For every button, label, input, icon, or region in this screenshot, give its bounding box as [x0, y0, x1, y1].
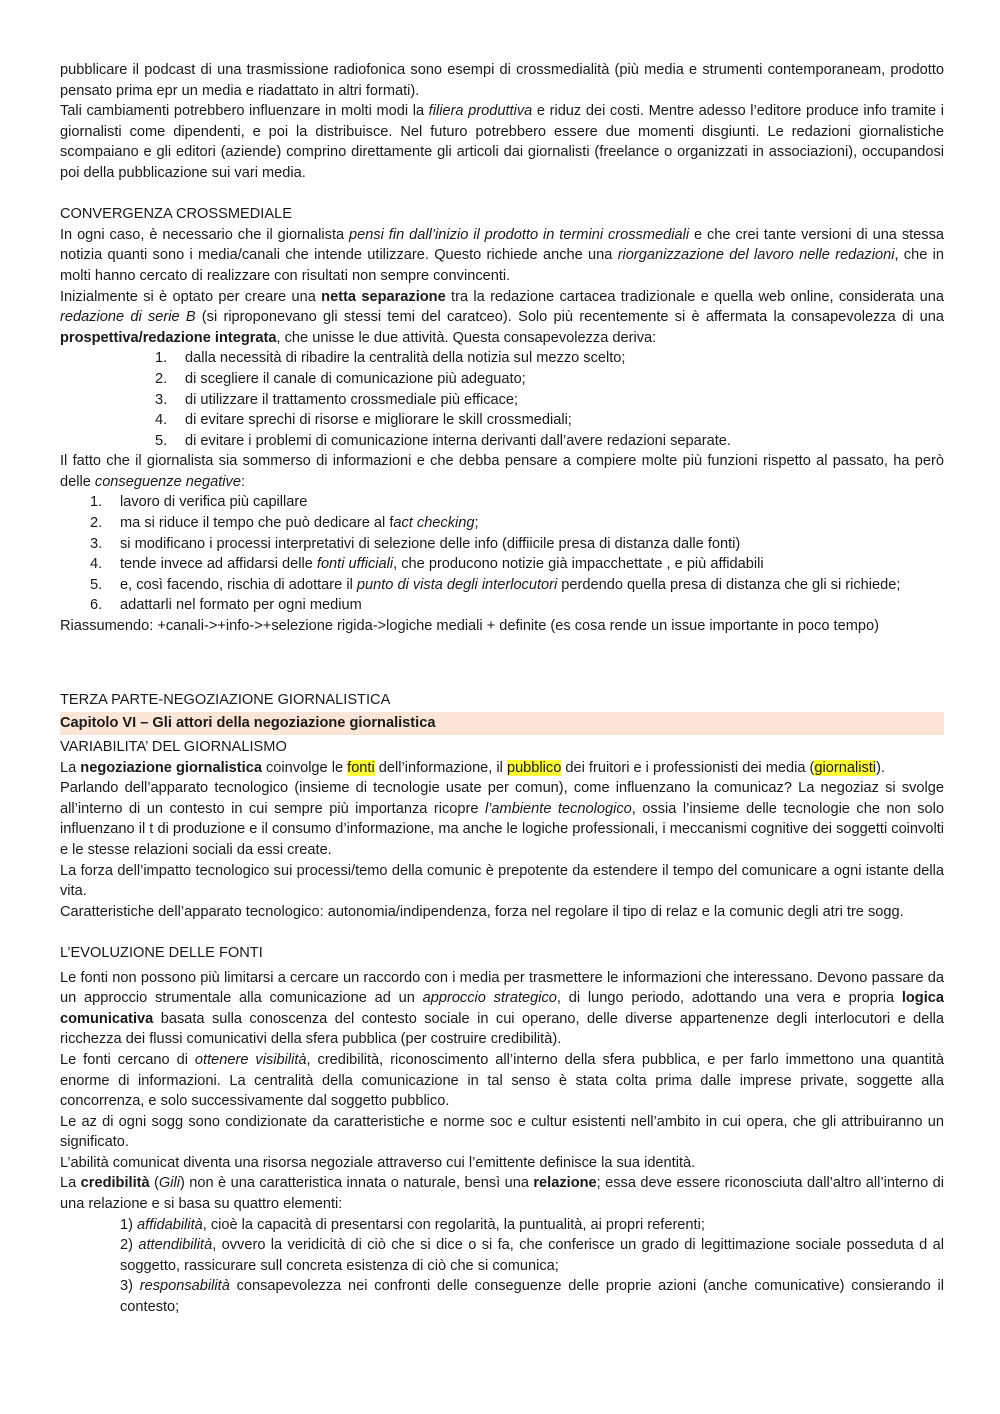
highlight: giornalisti — [814, 759, 877, 776]
list-item: 4. di evitare sprechi di risorse e migliorare le skill crossmediali; — [155, 412, 572, 429]
document-page — [60, 60, 944, 1318]
list-item: 6. adattarli nel formato per ogni medium — [90, 597, 362, 614]
paragraph: Le fonti non possono più limitarsi a cercare un raccordo con i media per trasmettere le informazioni che interessano. Devono passare da un approccio strumentale alla comunicazione ad un approccio strategico, di lungo periodo, adottando una vera e propria logica comunicativa basata sulla conoscenza del contesto sociale in cui operano, delle diverse appartenenze degli interlocutori e della ricchezza dei flussi comunicativi della sfera pubblica (per costruire credibilità). — [60, 969, 944, 1048]
list-item: 4. tende invece ad affidarsi delle fonti ufficiali, che producono notizie già impacchettate , e più affidabili — [90, 556, 764, 573]
list-item: 5. e, così facendo, rischia di adottare il punto di vista degli interlocutori perdendo quella presa di distanza che gli si richiede; — [90, 576, 901, 593]
list-item: 2. di scegliere il canale di comunicazione più adeguato; — [155, 370, 526, 387]
list-item: 3. si modificano i processi interpretativi di selezione delle info (diffiicile presa di distanza dalle fonti) — [90, 535, 741, 552]
list-item: 1. dalla necessità di ribadire la centralità della notizia sul mezzo scelto; — [155, 350, 626, 367]
list-item: 1. lavoro di verifica più capillare — [90, 494, 308, 511]
part-heading: TERZA PARTE-NEGOZIAZIONE GIORNALISTICA — [60, 691, 391, 708]
paragraph: Il fatto che il giornalista sia sommerso di informazioni e che debba pensare a compiere molte più funzioni rispetto al passato, ha però delle conseguenze negative: — [60, 453, 944, 490]
list-item: 3. di utilizzare il trattamento crossmediale più efficace; — [155, 391, 519, 408]
paragraph: L’abilità comunicat diventa una risorsa negoziale attraverso cui l’emittente definisce la sua identità. — [60, 1154, 696, 1171]
list-item: 2. ma si riduce il tempo che può dedicare al fact checking; — [90, 515, 479, 532]
paragraph: Riassumendo: +canali->+info->+selezione rigida->logiche mediali + definite (es cosa rende un issue importante in poco tempo) — [60, 618, 879, 635]
list-item: 5. di evitare i problemi di comunicazione interna derivanti dall’avere redazioni separate. — [155, 432, 731, 449]
paragraph: La forza dell’impatto tecnologico sui processi/temo della comunic è prepotente da estendere il tempo del comunicare a ogni istante della vita. — [60, 862, 944, 900]
chapter-title: Capitolo VI – Gli attori della negoziazione giornalistica — [60, 712, 944, 735]
paragraph: Inizialmente si è optato per creare una netta separazione tra la redazione cartacea tradizionale e quella web online, considerata una redazione di serie B (si riproponevano gli stessi temi del caratceo). Solo più recentemente si è affermata la consapevolezza di una prospettiva/redazione integrata, che unisse le due attività. Questa consapevolezza deriva: — [60, 288, 944, 346]
paragraph: La negoziazione giornalistica coinvolge le fonti dell’informazione, il pubblico dei fruitori e i professionisti dei media (giornalisti). — [60, 759, 885, 776]
list-item: 1) affidabilità, cioè la capacità di presentarsi con regolarità, la puntualità, ai propri referenti; — [120, 1216, 705, 1233]
highlight: pubblico — [506, 759, 562, 776]
paragraph: Tali cambiamenti potrebbero influenzare in molti modi la filiera produttiva e riduz dei costi. Mentre adesso l’editore produce info tramite i giornalisti come dipendenti, e poi la distribuisce. Nel futuro potrebbero essere due momenti disgiunti. Le redazioni giornalistiche scompaiano e gli editori (aziende) comprino direttamente gli articoli dai giornalisti (freelance o organizzati in associazioni), occupandosi poi della pubblicazione sui vari media. — [60, 103, 944, 181]
list-item: 2) attendibilità, ovvero la veridicità di ciò che si dice o si fa, che conferisce un grado di legittimazione sociale posseduta d al soggetto, rassicurare sull concreta esistenza di ciò che si comunica; — [120, 1237, 945, 1274]
paragraph: Le fonti cercano di ottenere visibilità, credibilità, riconoscimento all’interno della sfera pubblica, e per farlo immettono una quantità enorme di informazioni. La centralità della comunicazione in tal senso è stata colta prima dalle imprese private, soggette alla concorrenza, e solo successivamente dal soggetto pubblico. — [60, 1051, 944, 1110]
paragraph: Caratteristiche dell’apparato tecnologico: autonomia/indipendenza, forza nel regolare il tipo di relaz e la comunic degli atri tre sogg. — [60, 903, 904, 920]
section-heading: CONVERGENZA CROSSMEDIALE — [60, 206, 292, 223]
paragraph: In ogni caso, è necessario che il giornalista pensi fin dall’inizio il prodotto in termini crossmediali e che crei tante versioni di una stessa notizia quanti sono i media/canali che intende utilizzare. Questo richiede anche una riorganizzazione del lavoro nelle redazioni, che in molti hanno cercato di realizzare con risultati non sempre convincenti. — [60, 226, 944, 284]
paragraph: La credibilità (Gili) non è una caratteristica innata o naturale, bensì una relazione; essa deve essere riconosciuta dall’altro all’interno di una relazione e si basa su quattro elementi: — [60, 1175, 944, 1213]
numbered-list — [60, 348, 944, 451]
highlight: fonti — [347, 759, 375, 776]
section-heading: L’EVOLUZIONE DELLE FONTI — [60, 944, 263, 961]
paragraph: Parlando dell’apparato tecnologico (insieme di tecnologie usate per comun), come influenzano la comunicaz? La negoziaz si svolge all’interno di un contesto in cui sempre più importanza ricopre l’ambiente tecnologico, ossia l’insieme delle tecnologie che non solo influenzano il t di produzione e il consumo d’informazione, ma anche le logiche professionali, i meccanismi cognitive dei soggetti coinvolti e le stesse relazioni sociali da essi create. — [60, 780, 945, 858]
paragraph: pubblicare il podcast di una trasmissione radiofonica sono esempi di crossmedialità (più media e strumenti contemporaneam, prodotto pensato prima epr un media e riadattato in altri formati). — [60, 62, 944, 99]
paragraph: Le az di ogni sogg sono condizionate da caratteristiche e norme soc e cultur esistenti nell’ambito in cui opera, che gli attribuiranno un significato. — [60, 1113, 944, 1151]
section-heading: VARIABILITA’ DEL GIORNALISMO — [60, 739, 287, 755]
list-item: 3) responsabilità consapevolezza nei confronti delle conseguenze delle proprie azioni (anche comunicative) consierando il contesto; — [120, 1278, 945, 1316]
numbered-list — [60, 492, 944, 616]
